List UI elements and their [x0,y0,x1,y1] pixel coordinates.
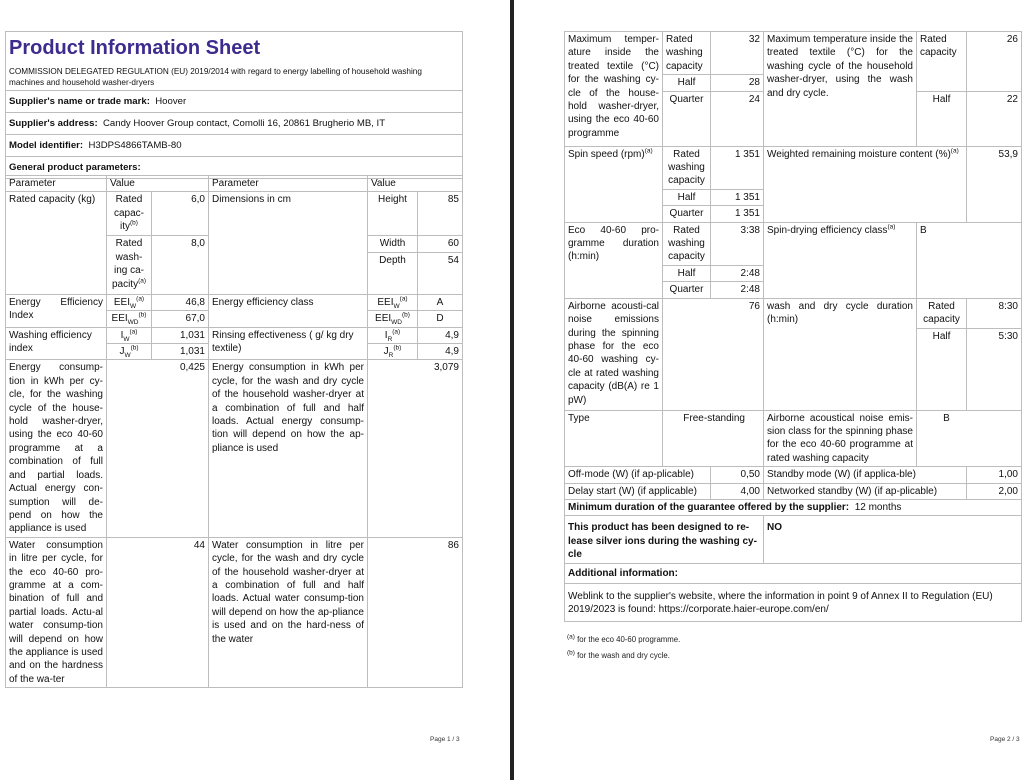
address-label: Supplier's address: [9,118,98,129]
noise-label: Airborne acousti-cal noise emissions during the spinning phase for the eco 40-60 washing cy-cle at rated washing capacity (dB(A) re 1 pW) [565,298,663,410]
washing-eff-label: Washing efficiency index [6,327,107,360]
energy-class-label: Energy efficiency class [209,294,368,327]
rated-washing-capacity: Rated washing capacity [663,32,711,75]
spin-quarter: 1 351 [711,206,764,222]
product-parameters-table-2 [564,31,1022,622]
eei-wd-value: 67,0 [152,311,209,327]
class-w: $EEI_W^{(a)}$ [368,294,418,310]
guarantee-label: Minimum duration of the guarantee offered by the supplier: [568,501,850,513]
offmode-label: Off-mode (W) (if ap-plicable) [565,467,711,483]
page-number: Page 1 / 3 [430,736,460,743]
table-row [565,467,1022,483]
eco-duration-quarter: 2:48 [711,282,764,298]
table-row [6,192,463,236]
moisture-label: Weighted remaining moisture content (%)$^{(a)}$ [764,146,967,222]
address-value: Candy Hoover Group contact, Comolli 16, 20861 Brugherio MB, IT [103,118,386,129]
col-value-2: Value [368,176,463,192]
table-row [565,410,1022,467]
table-row [565,298,1022,328]
max-temp2-rated: 26 [967,32,1022,92]
general-label: General product parameters: [6,157,463,179]
wash-dry-half: 5:30 [967,328,1022,410]
spin-half: 1 351 [711,189,764,205]
half-label: Half [917,91,967,146]
table-row [6,294,463,310]
weblink-text: Weblink to the supplier's website, where the information in point 9 of Annex II to Regulation (EU) 2019/2023 is found: https://corporate.haier-europe.com/en/ [565,583,1022,621]
depth-label: Depth [368,252,418,294]
ir: $I_R^{(a)}$ [368,327,418,343]
table-row [6,537,463,687]
table-row [565,222,1022,265]
noise-value: 76 [663,298,764,410]
delay-label: Delay start (W) (if applicable) [565,483,711,499]
height-label: Height [368,192,418,236]
eco-duration-label: Eco 40-60 pro-gramme duration (h:min) [565,222,663,298]
rinse-label: Rinsing effectiveness ( g/ kg dry textile) [209,327,368,360]
iw: $I_W^{(a)}$ [107,327,152,343]
rated-washing-value: 8,0 [152,236,209,294]
max-temp-rated: 32 [711,32,764,75]
guarantee-value: 12 months [854,501,902,513]
offmode-value: 0,50 [711,467,764,483]
regulation-text: COMMISSION DELEGATED REGULATION (EU) 2019/2014 with regard to energy labelling of household washing machines and household washer-dryers [6,62,463,91]
energy-cons2-value: 3,079 [368,360,463,537]
moisture-value: 53,9 [967,146,1022,222]
footnote-a: $^{(a)}$ for the eco 40-60 programme. [567,633,681,644]
half-label: Half [663,189,711,205]
water2-value: 86 [368,537,463,687]
noise-class-label: Airborne acoustical noise emis-sion class for the spinning phase for the eco 40-60 programme at rated washing capacity [764,410,917,467]
eei-w-value: 46,8 [152,294,209,310]
supplier-row [6,91,463,113]
eei-label: Energy Efficiency Index [6,294,107,327]
table-row [565,483,1022,499]
page-1 [0,0,510,780]
footnote-b: $^{(b)}$ for the wash and dry cycle. [567,649,670,660]
width-label: Width [368,236,418,252]
silver-value: NO [764,516,1022,563]
eei-wd: $EEI_{WD}^{(b)}$ [107,311,152,327]
table-row [6,360,463,537]
quarter-label: Quarter [663,282,711,298]
table-header-row [6,176,463,192]
model-label: Model identifier: [9,140,84,151]
wash-dry-label: wash and dry cycle duration (h:min) [764,298,917,410]
spin-label: Spin speed (rpm)$^{(a)}$ [565,146,663,222]
page-number: Page 2 / 3 [990,736,1020,743]
max-temp-half: 28 [711,75,764,91]
address-row [6,113,463,135]
networked-label: Networked standby (W) (if ap-plicable) [764,483,967,499]
table-row [6,327,463,343]
jw-value: 1,031 [152,344,209,360]
class-wd: $EEI_{WD}^{(b)}$ [368,311,418,327]
rated-capacity: Rated capacity [917,32,967,92]
supplier-label: Supplier's name or trade mark: [9,96,150,107]
sheet-title: Product Information Sheet [6,32,463,63]
max-temp-label: Maximum temper-ature inside the treated textile (°C) for the washing cy-cle of the house-hold washer-dryer, using the eco 40-60 programme [565,32,663,147]
standby-label: Standby mode (W) (if applica-ble) [764,467,967,483]
rated-capacity-sub: Rated capac-ity$^{(b)}$ [107,192,152,236]
max-temp2-half: 22 [967,91,1022,146]
model-row [6,135,463,157]
table-row [565,563,1022,583]
standby-value: 1,00 [967,467,1022,483]
silver-label: This product has been designed to re-lease silver ions during the washing cy-cle [565,516,764,563]
jw: $J_W^{(b)}$ [107,344,152,360]
supplier-value: Hoover [155,96,187,107]
additional-label: Additional information: [565,563,1022,583]
half-label: Half [917,328,967,410]
type-value: Free-standing [663,410,764,467]
width-value: 60 [418,236,463,252]
noise-class-value: B [917,410,1022,467]
eco-duration-half: 2:48 [711,265,764,281]
model-value: H3DPS4866TAMB-80 [88,140,182,151]
rated-washing-sub: Rated wash-ing ca-pacity$^{(a)}$ [107,236,152,294]
water-value: 44 [107,537,209,687]
col-value: Value [107,176,209,192]
energy-cons-label: Energy consump-tion in kWh per cy-cle, for the washing cycle of the house-hold washer-dryer, using the eco 40-60 programme at a combination of full and partial loads. Actual energy con-sumption will de-pend on how the appliance is used [6,360,107,537]
table-row [565,32,1022,75]
rated-washing-capacity: Rated washing capacity [663,146,711,189]
iw-value: 1,031 [152,327,209,343]
rated-washing-capacity: Rated washing capacity [663,222,711,265]
height-value: 85 [418,192,463,236]
networked-value: 2,00 [967,483,1022,499]
type-label: Type [565,410,663,467]
energy-cons2-label: Energy consumption in kWh per cycle, for the wash and dry cycle of the household washer-dryer at a combination of full and half loads. Actual energy consump-tion will depend on how the ap-pliance is used [209,360,368,537]
rated-capacity: Rated capacity [917,298,967,328]
jr-value: 4,9 [418,344,463,360]
water-label: Water consumption in litre per cycle, for the eco 40-60 pro-gramme at a com-bination of full and partial loads. Actu-al water consump-tion will depend on how the appliance is used and on the hardness of the wa-ter [6,537,107,687]
wash-dry-rated: 8:30 [967,298,1022,328]
jr: $J_R^{(b)}$ [368,344,418,360]
eco-duration-rated: 3:38 [711,222,764,265]
table-row [565,583,1022,621]
depth-value: 54 [418,252,463,294]
ir-value: 4,9 [418,327,463,343]
guarantee-row [565,499,1022,515]
quarter-label: Quarter [663,206,711,222]
table-row [565,499,1022,515]
max-temp2-label: Maximum temperature inside the treated textile (°C) for the washing cycle of the household washer-dryer, using the wash and dry cycle. [764,32,917,147]
quarter-label: Quarter [663,91,711,146]
spin-class-label: Spin-drying efficiency class$^{(a)}$ [764,222,917,298]
delay-value: 4,00 [711,483,764,499]
col-parameter-2: Parameter [209,176,368,192]
water2-label: Water consumption in litre per cycle, for the wash and dry cycle of the household washer-dryer at a combination of full and half loads. Actual water consump-tion will depend on how the ap-pliance is used and on the hard-ness of the water [209,537,368,687]
col-parameter: Parameter [6,176,107,192]
rated-capacity-label: Rated capacity (kg) [6,192,107,294]
spin-class-value: B [917,222,1022,298]
dimensions-label: Dimensions in cm [209,192,368,294]
energy-cons-value: 0,425 [107,360,209,537]
half-label: Half [663,265,711,281]
table-row [565,146,1022,189]
spin-rated: 1 351 [711,146,764,189]
header-table [5,31,463,179]
eei-w: $EEI_W^{(a)}$ [107,294,152,310]
general-parameters-table [5,175,463,688]
rated-capacity-value: 6,0 [152,192,209,236]
class-w-value: A [418,294,463,310]
class-wd-value: D [418,311,463,327]
max-temp-quarter: 24 [711,91,764,146]
half-label: Half [663,75,711,91]
table-row [565,516,1022,563]
